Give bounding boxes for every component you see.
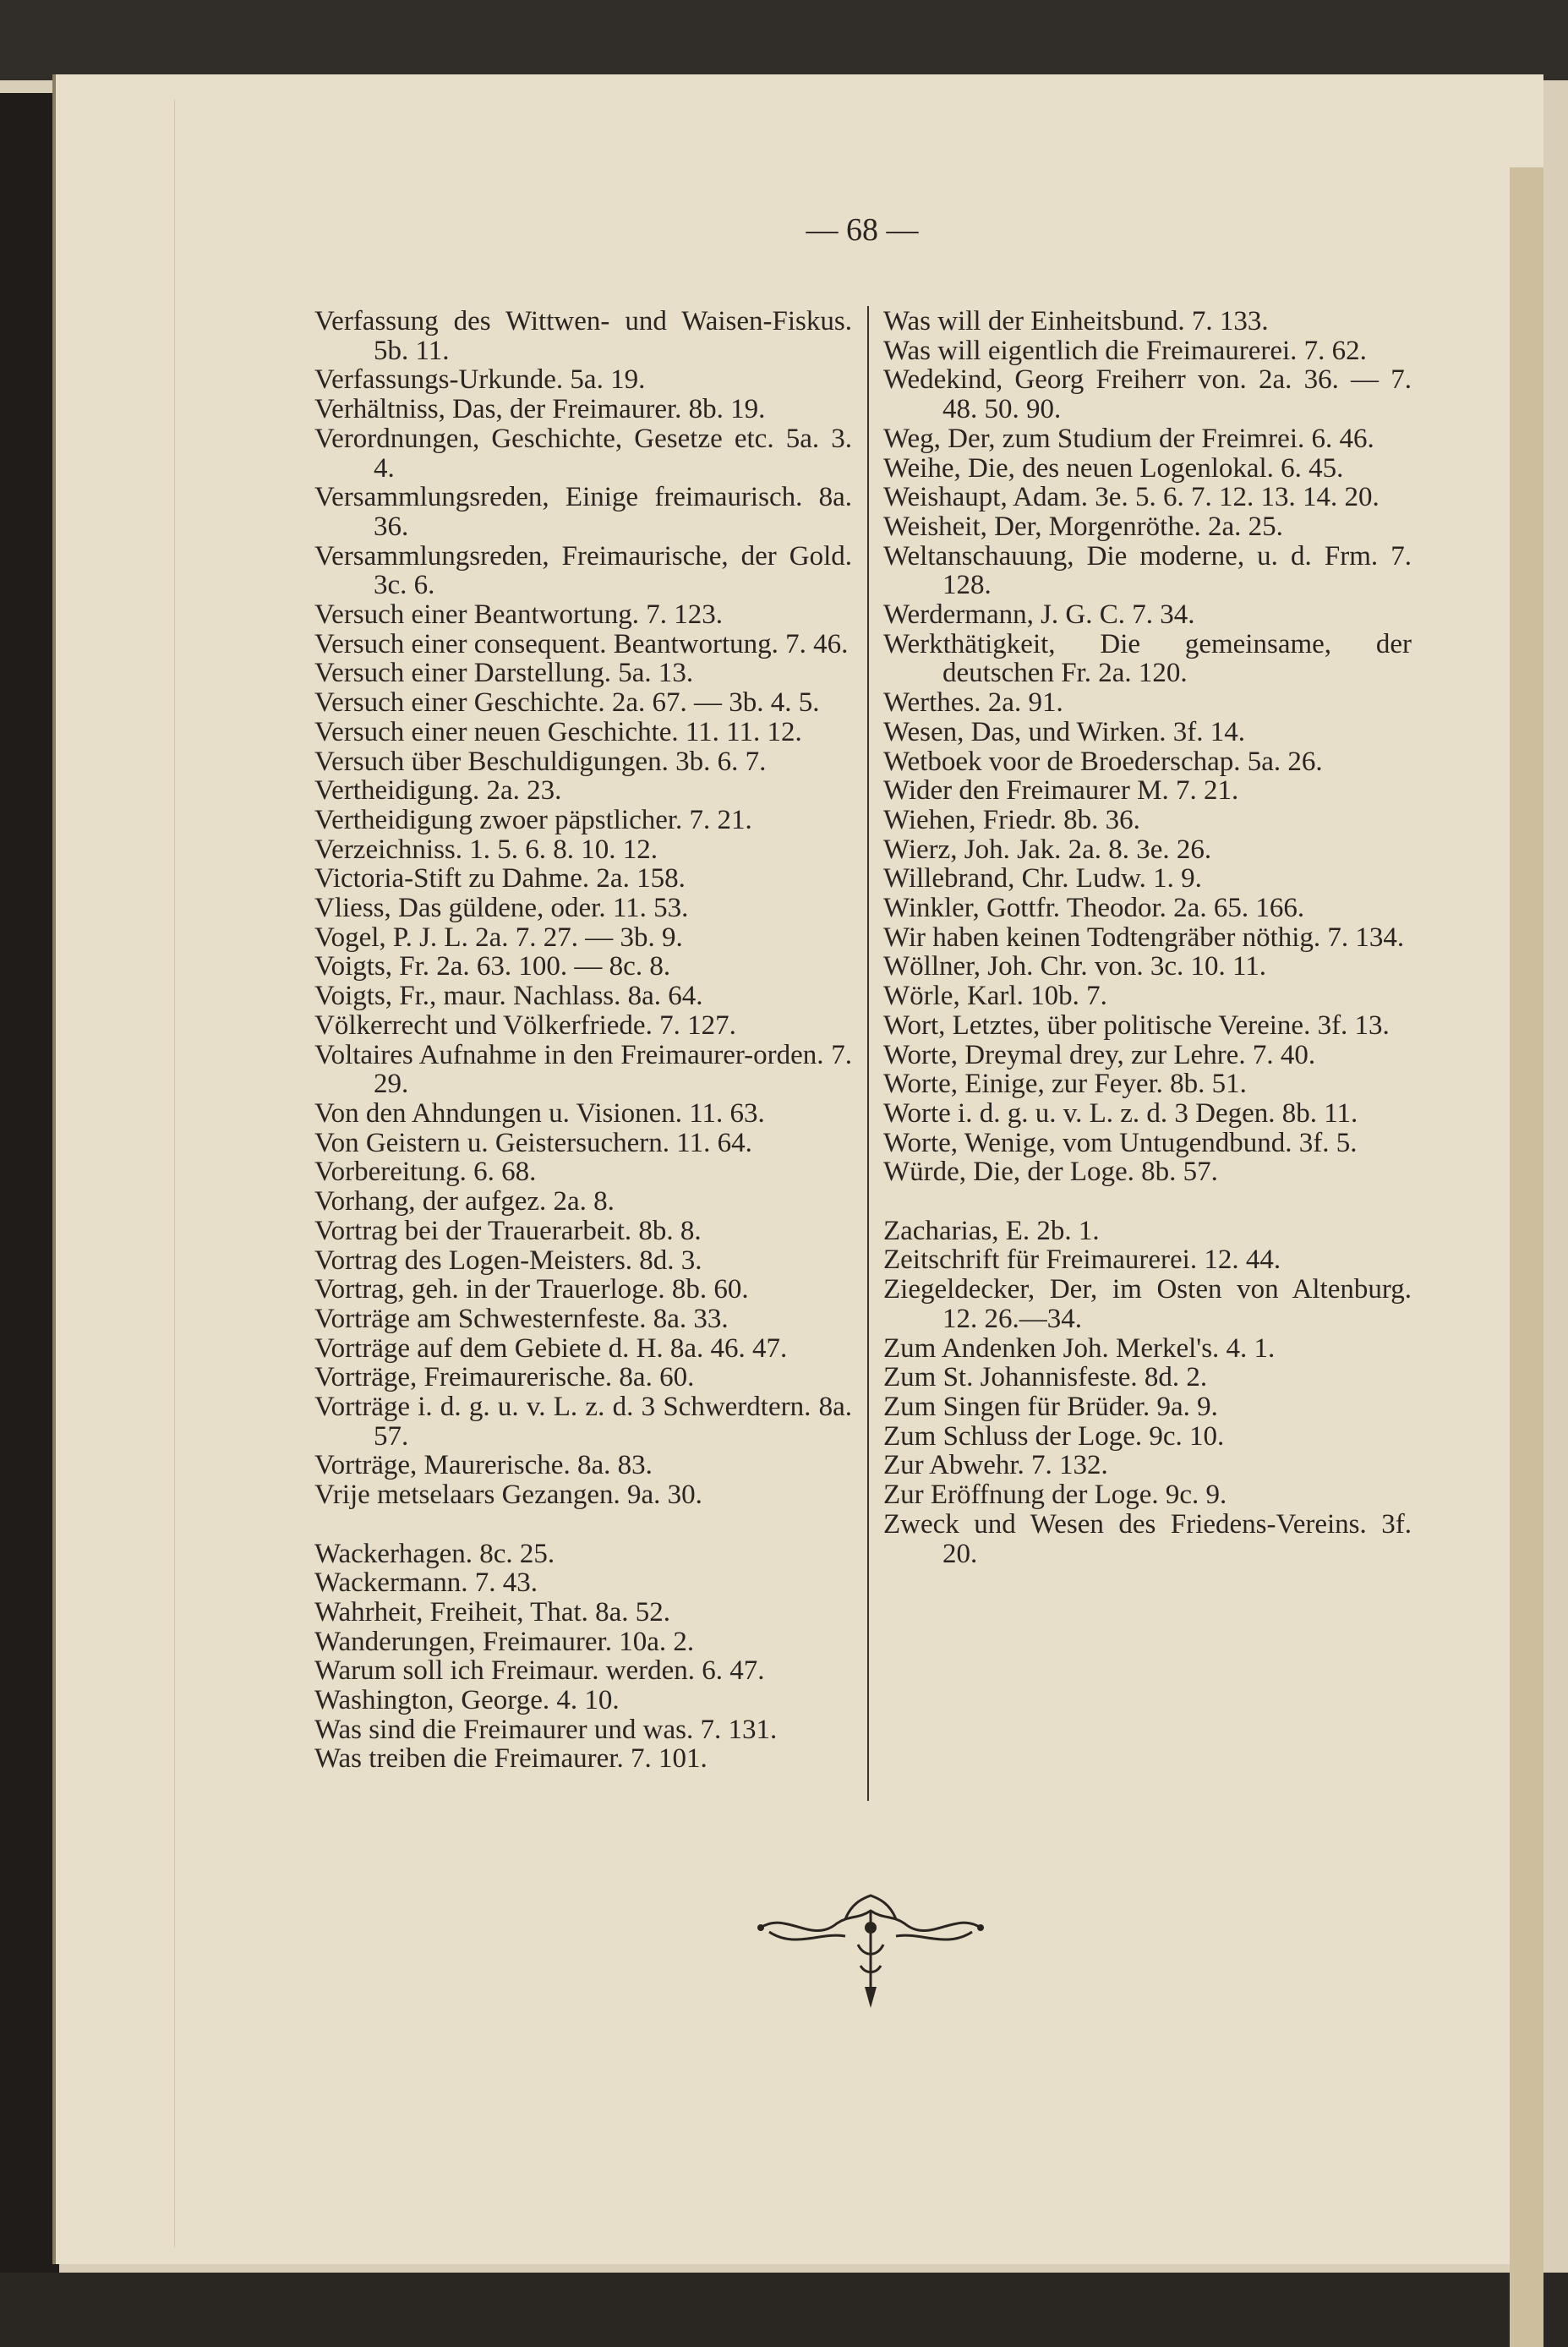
index-entry: Was treiben die Freimaurer. 7. 101. (314, 1743, 708, 1775)
index-entry: Wiehen, Friedr. 8b. 36. (883, 804, 1140, 835)
index-entry: Vorträge i. d. g. u. v. L. z. d. 3 Schwerdtern. 8a. 57. (314, 1392, 852, 1452)
index-entry: Verordnungen, Geschichte, Gesetze etc. 5a. 3. 4. (314, 423, 852, 484)
index-entry: Versuch einer Beantwortung. 7. 123. (314, 599, 723, 631)
page-edge-strip (1510, 167, 1543, 2347)
index-entry: Wahrheit, Freiheit, That. 8a. 52. (314, 1596, 671, 1628)
index-entry: Weg, Der, zum Studium der Freimrei. 6. 46. (883, 423, 1374, 454)
index-entry: Vortrag bei der Trauerarbeit. 8b. 8. (314, 1215, 702, 1246)
index-entry: Ziegeldecker, Der, im Osten von Altenburg. 12. 26.—34. (883, 1274, 1412, 1334)
index-entry: Vertheidigung. 2a. 23. (314, 775, 562, 807)
index-entry: Washington, George. 4. 10. (314, 1685, 620, 1716)
index-entry: Victoria-Stift zu Dahme. 2a. 158. (314, 863, 686, 894)
index-entry: Versammlungsreden, Freimaurische, der Gold. 3c. 6. (314, 540, 852, 601)
index-entry: Vorträge auf dem Gebiete d. H. 8a. 46. 47. (314, 1332, 788, 1364)
index-entry: Zum Andenken Joh. Merkel's. 4. 1. (883, 1332, 1276, 1364)
index-entry: Verfassung des Wittwen- und Waisen-Fiskus. 5b. 11. (314, 306, 852, 366)
index-entry: Worte i. d. g. u. v. L. z. d. 3 Degen. 8b. 11. (883, 1097, 1358, 1129)
index-entry: Willebrand, Chr. Ludw. 1. 9. (883, 863, 1202, 894)
index-entry: Warum soll ich Freimaur. werden. 6. 47. (314, 1655, 765, 1687)
index-entry: Versuch über Beschuldigungen. 3b. 6. 7. (314, 746, 767, 777)
ornament-vignette (752, 1894, 989, 2012)
index-entry: Wir haben keinen Todtengräber nöthig. 7. 134. (883, 922, 1405, 953)
index-entry: Von Geistern u. Geistersuchern. 11. 64. (314, 1127, 752, 1158)
index-entry: Zum St. Johannisfeste. 8d. 2. (883, 1362, 1208, 1393)
index-entry: Wetboek voor de Broederschap. 5a. 26. (883, 746, 1323, 777)
index-entry: Voigts, Fr., maur. Nachlass. 8a. 64. (314, 981, 703, 1012)
index-entry: Versuch einer Darstellung. 5a. 13. (314, 658, 694, 689)
index-entry: Zweck und Wesen des Friedens-Vereins. 3f. 20. (883, 1508, 1412, 1569)
index-entry: Versuch einer consequent. Beantwortung. 7. 46. (314, 628, 849, 659)
index-entry: Versammlungsreden, Einige freimaurisch. 8a. 36. (314, 482, 852, 542)
index-entry: Voigts, Fr. 2a. 63. 100. — 8c. 8. (314, 951, 671, 982)
column-divider (867, 306, 869, 1801)
index-entry: Worte, Einige, zur Feyer. 8b. 51. (883, 1069, 1247, 1100)
index-entry: Zur Eröffnung der Loge. 9c. 9. (883, 1480, 1227, 1511)
index-entry: Verhältniss, Das, der Freimaurer. 8b. 19. (314, 394, 766, 425)
index-entry: Wackerhagen. 8c. 25. (314, 1538, 555, 1569)
index-entry: Wider den Freimaurer M. 7. 21. (883, 775, 1239, 807)
index-entry: Zum Schluss der Loge. 9c. 10. (883, 1420, 1225, 1452)
index-entry: Vorhang, der aufgez. 2a. 8. (314, 1186, 615, 1217)
index-entry: Werthes. 2a. 91. (883, 687, 1063, 719)
index-entry: Weisheit, Der, Morgenröthe. 2a. 25. (883, 511, 1283, 542)
index-entry: Versuch einer Geschichte. 2a. 67. — 3b. 4. 5. (314, 687, 820, 719)
index-entry: Wedekind, Georg Freiherr von. 2a. 36. — 7. 48. 50. 90. (883, 364, 1412, 425)
index-entry: Zeitschrift für Freimaurerei. 12. 44. (883, 1245, 1281, 1276)
index-entry: Vorbereitung. 6. 68. (314, 1157, 537, 1188)
index-entry: Werkthätigkeit, Die gemeinsame, der deutschen Fr. 2a. 120. (883, 628, 1412, 689)
index-entry: Weltanschauung, Die moderne, u. d. Frm. 7. 128. (883, 540, 1412, 601)
index-entry: Versuch einer neuen Geschichte. 11. 11. 12. (314, 716, 802, 747)
index-entry: Völkerrecht und Völkerfriede. 7. 127. (314, 1009, 736, 1041)
index-entry: Vorträge, Freimaurerische. 8a. 60. (314, 1362, 695, 1393)
index-entry: Vortrag des Logen-Meisters. 8d. 3. (314, 1245, 702, 1276)
index-entry: Vorträge, Maurerische. 8a. 83. (314, 1450, 653, 1481)
index-entry: Vortrag, geh. in der Trauerloge. 8b. 60. (314, 1274, 749, 1305)
index-column-right (883, 307, 1412, 1568)
index-entry: Worte, Wenige, vom Untugendbund. 3f. 5. (883, 1127, 1358, 1158)
index-entry: Wackermann. 7. 43. (314, 1567, 538, 1599)
index-entry: Wanderungen, Freimaurer. 10a. 2. (314, 1626, 695, 1657)
page-number: — 68 — (806, 212, 919, 248)
index-entry: Zacharias, E. 2b. 1. (883, 1215, 1100, 1246)
index-entry: Werdermann, J. G. C. 7. 34. (883, 599, 1195, 631)
index-entry: Zum Singen für Brüder. 9a. 9. (883, 1392, 1218, 1422)
index-entry: Was sind die Freimaurer und was. 7. 131. (314, 1714, 778, 1745)
index-entry: Von den Ahndungen u. Visionen. 11. 63. (314, 1097, 765, 1129)
index-entry: Würde, Die, der Loge. 8b. 57. (883, 1157, 1218, 1188)
index-entry: Wöllner, Joh. Chr. von. 3c. 10. 11. (883, 951, 1266, 982)
index-entry: Vliess, Das güldene, oder. 11. 53. (314, 893, 689, 924)
index-entry: Verfassungs-Urkunde. 5a. 19. (314, 364, 646, 396)
index-entry: Vogel, P. J. L. 2a. 7. 27. — 3b. 9. (314, 922, 683, 953)
index-entry: Wesen, Das, und Wirken. 3f. 14. (883, 716, 1245, 747)
index-entry: Worte, Dreymal drey, zur Lehre. 7. 40. (883, 1039, 1316, 1070)
index-entry: Verzeichniss. 1. 5. 6. 8. 10. 12. (314, 834, 658, 865)
index-entry: Was will der Einheitsbund. 7. 133. (883, 306, 1269, 336)
index-entry: Wort, Letztes, über politische Vereine. 3f. 13. (883, 1009, 1390, 1041)
index-entry: Vertheidigung zwoer päpstlicher. 7. 21. (314, 804, 752, 835)
book-binding (0, 93, 59, 2273)
index-entry: Voltaires Aufnahme in den Freimaurer-orden. 7. 29. (314, 1039, 852, 1100)
index-entry: Vorträge am Schwesternfeste. 8a. 33. (314, 1303, 729, 1334)
index-entry: Wörle, Karl. 10b. 7. (883, 981, 1107, 1012)
scan-top-shadow (0, 0, 1568, 80)
index-entry: Weishaupt, Adam. 3e. 5. 6. 7. 12. 13. 14. 20. (883, 482, 1380, 513)
index-entry: Zur Abwehr. 7. 132. (883, 1450, 1108, 1481)
index-entry: Was will eigentlich die Freimaurerei. 7. 62. (883, 335, 1367, 366)
index-entry: Wierz, Joh. Jak. 2a. 8. 3e. 26. (883, 834, 1212, 865)
index-entry: Vrije metselaars Gezangen. 9a. 30. (314, 1480, 702, 1511)
index-column-left (314, 307, 852, 1774)
index-entry: Weihe, Die, des neuen Logenlokal. 6. 45. (883, 452, 1344, 484)
index-entry: Winkler, Gottfr. Theodor. 2a. 65. 166. (883, 893, 1305, 924)
